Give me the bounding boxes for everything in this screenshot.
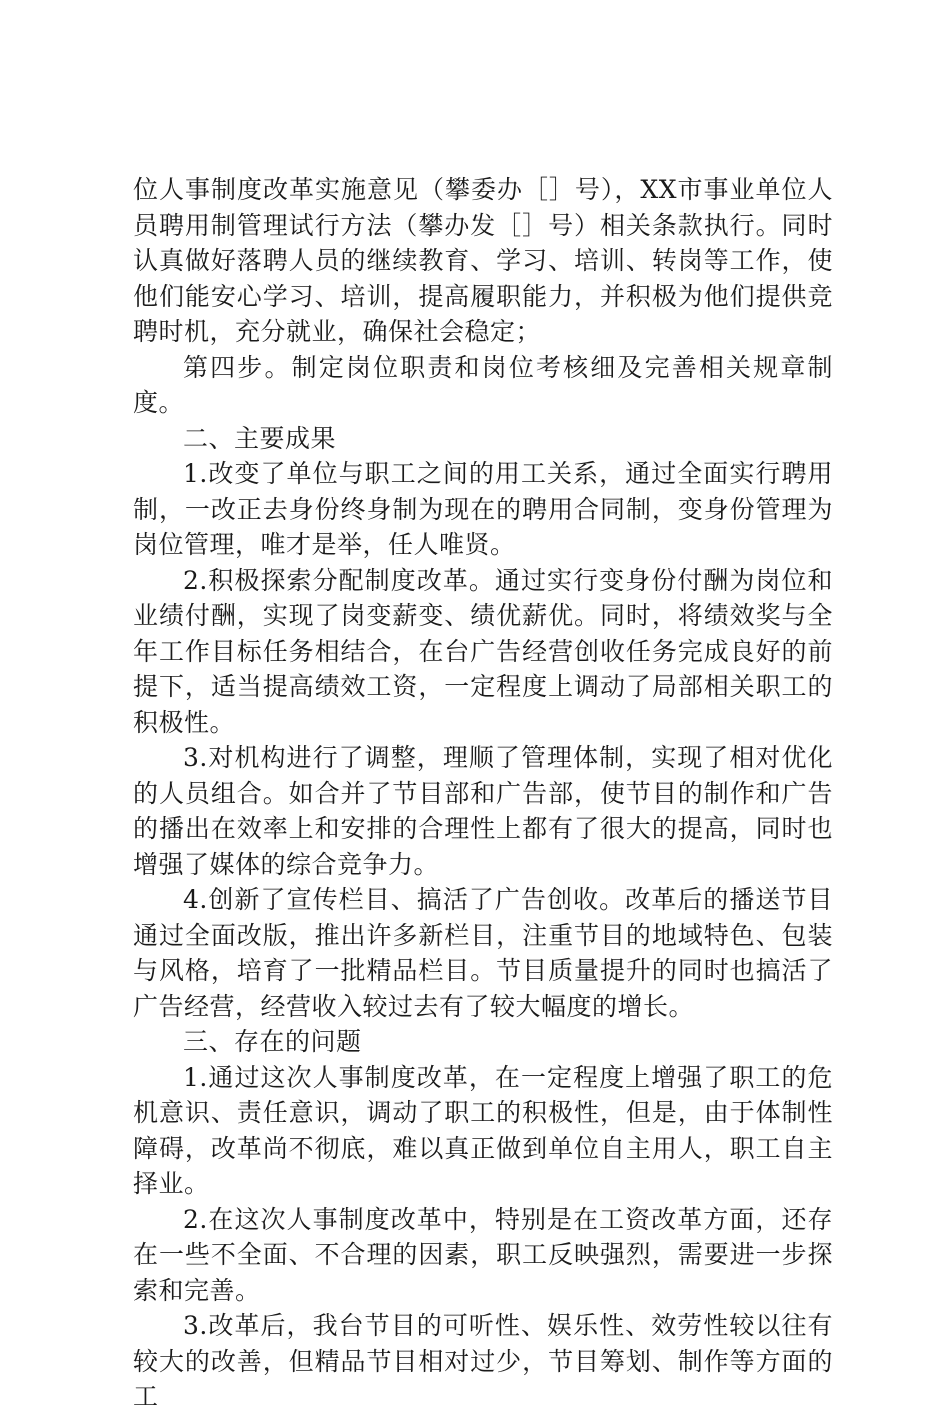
result-item-3: 3.对机构进行了调整，理顺了管理体制，实现了相对优化的人员组合。如合并了节目部和广告部，使节目的制作和广告的播出在效率上和安排的合理性上都有了很大的提高，同时也增强了媒体的综合竞争力。: [133, 743, 833, 879]
document-body: [133, 172, 833, 1415]
result-item-4: 4.创新了宣传栏目、搞活了广告创收。改革后的播送节目通过全面改版，推出许多新栏目，注重节目的地域特色、包装与风格，培育了一批精品栏目。节目质量提升的同时也搞活了广告经营，经营收入较过去有了较大幅度的增长。: [133, 885, 833, 1021]
problem-item-2: 2.在这次人事制度改革中，特别是在工资改革方面，还存在一些不全面、不合理的因素，职工反映强烈，需要进一步探索和完善。: [133, 1204, 833, 1305]
result-item-2: 2.积极探索分配制度改革。通过实行变身份付酬为岗位和业绩付酬，实现了岗变薪变、绩优薪优。同时，将绩效奖与全年工作目标任务相结合，在台广告经营创收任务完成良好的前提下，适当提高绩效工资，一定程度上调动了局部相关职工的积极性。: [133, 565, 833, 737]
paragraph-step-four: 第四步。制定岗位职责和岗位考核细及完善相关规章制度。: [133, 352, 833, 417]
problem-item-3: 3.改革后，我台节目的可听性、娱乐性、效劳性较以往有较大的改善，但精品节目相对过少，节目筹划、制作等方面的工: [133, 1311, 833, 1411]
section-heading-problems: 三、存在的问题: [183, 1027, 362, 1056]
problem-item-1: 1.通过这次人事制度改革，在一定程度上增强了职工的危机意识、责任意识，调动了职工的积极性，但是，由于体制性障碍，改革尚不彻底，难以真正做到单位自主用人，职工自主择业。: [133, 1062, 833, 1198]
paragraph-continuation: 位人事制度改革实施意见（攀委办［］号），XX市事业单位人员聘用制管理试行方法（攀办发［］号）相关条款执行。同时认真做好落聘人员的继续教育、学习、培训、转岗等工作，使他们能安心学习、培训，提高履职能力，并积极为他们提供竞聘时机，充分就业，确保社会稳定；: [133, 175, 833, 346]
section-heading-main-results: 二、主要成果: [183, 423, 337, 453]
result-item-1: 1.改变了单位与职工之间的用工关系，通过全面实行聘用制，一改正去身份终身制为现在的聘用合同制，变身份管理为岗位管理，唯才是举，任人唯贤。: [133, 459, 833, 559]
